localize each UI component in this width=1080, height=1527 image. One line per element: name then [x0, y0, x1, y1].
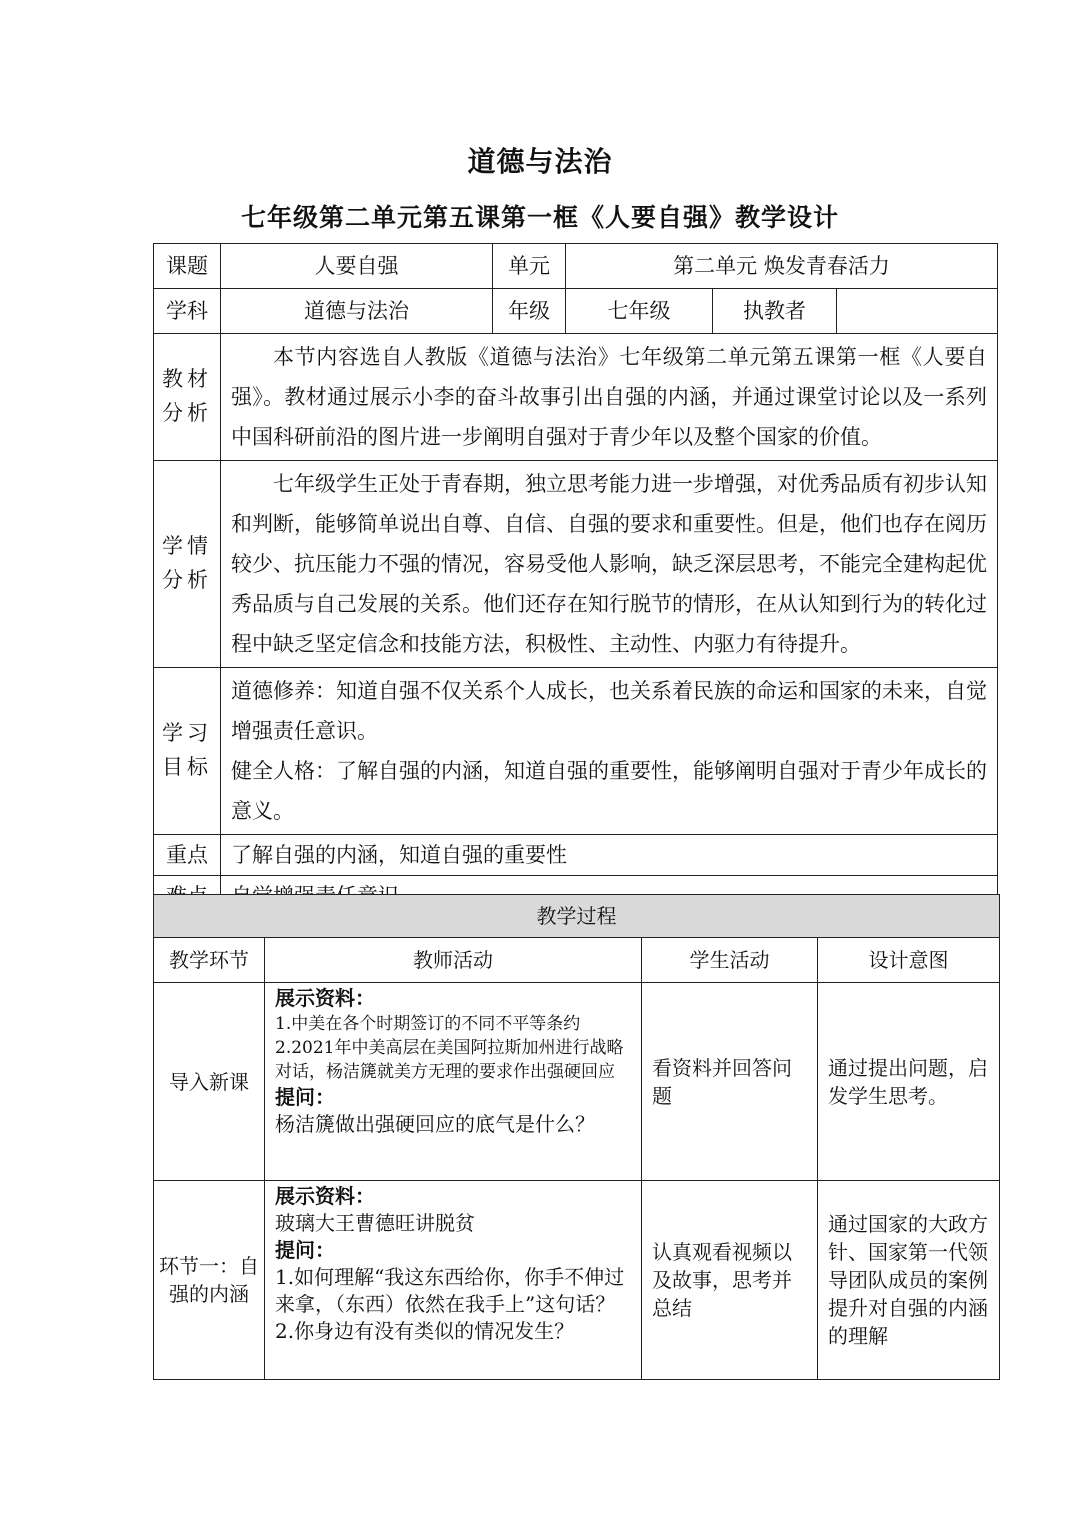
material-item: 2.2021年中美高层在美国阿拉斯加州进行战略对话，杨洁篪就美方无理的要求作出强硬回应 — [275, 1038, 624, 1082]
document-title: 道德与法治 — [467, 145, 613, 178]
teacher-activity-cell — [265, 1181, 642, 1380]
question-label: 提问： — [275, 1238, 335, 1262]
learning-goals-label: 学习目标 — [162, 720, 212, 779]
stage-cell: 环节一：自强的内涵 — [154, 1181, 265, 1380]
unit-value: 第二单元 焕发青春活力 — [566, 244, 998, 289]
student-activity-cell: 看资料并回答问题 — [642, 983, 818, 1181]
student-analysis-text: 七年级学生正处于青春期，独立思考能力进一步增强，对优秀品质有初步认知和判断，能够简单说出自尊、自信、自强的要求和重要性。但是，他们也存在阅历较少、抗压能力不强的情况，容易受他人影响，缺乏深层思考，不能完全建构起优秀品质与自己发展的关系。他们还存在知行脱节的情形，在从认知到行为的转化过程中缺乏坚定信念和技能方法，积极性、主动性、内驱力有待提升。 — [231, 472, 987, 656]
col-student-header: 学生活动 — [642, 938, 818, 983]
col-intent-header: 设计意图 — [818, 938, 1000, 983]
stage-cell: 导入新课 — [154, 983, 265, 1181]
document-subtitle: 七年级第二单元第五课第一框《人要自强》教学设计 — [240, 203, 839, 232]
question-label: 提问： — [275, 1085, 335, 1109]
question-item: 2.你身边有没有类似的情况发生？ — [275, 1319, 575, 1343]
teacher-label: 执教者 — [713, 289, 837, 334]
goal-personality: 健全人格：了解自强的内涵，知道自强的重要性，能够阐明自强对于青少年成长的意义。 — [231, 759, 987, 823]
question-item: 杨洁篪做出强硬回应的底气是什么？ — [275, 1112, 595, 1136]
teacher-value — [837, 289, 998, 334]
question-item: 1.如何理解“我这东西给你，你手不伸过来拿，（东西）依然在我手上”这句话？ — [275, 1265, 625, 1316]
col-stage-header: 教学环节 — [154, 938, 265, 983]
goal-moral: 道德修养：知道自强不仅关系个人成长，也关系着民族的命运和国家的未来，自觉增强责任意识。 — [231, 679, 987, 743]
lesson-info-table — [153, 243, 998, 917]
textbook-analysis-label: 教材分析 — [162, 366, 212, 425]
material-item: 玻璃大王曹德旺讲脱贫 — [275, 1211, 475, 1235]
show-materials-label: 展示资料： — [275, 1184, 375, 1208]
student-analysis-label: 学情分析 — [162, 533, 212, 592]
teacher-activity-cell — [265, 983, 642, 1181]
topic-value: 人要自强 — [221, 244, 493, 289]
col-teacher-header: 教师活动 — [265, 938, 642, 983]
key-point-text: 了解自强的内涵，知道自强的重要性 — [221, 835, 998, 876]
table-row — [154, 1181, 1000, 1380]
unit-label: 单元 — [493, 244, 566, 289]
subject-label: 学科 — [154, 289, 221, 334]
design-intent-cell: 通过提出问题，启发学生思考。 — [818, 983, 1000, 1181]
textbook-analysis-text: 本节内容选自人教版《道德与法治》七年级第二单元第五课第一框《人要自强》。教材通过展示小李的奋斗故事引出自强的内涵，并通过课堂讨论以及一系列中国科研前沿的图片进一步阐明自强对于青少年以及整个国家的价值。 — [231, 345, 987, 449]
process-header: 教学过程 — [154, 895, 1000, 938]
subject-value: 道德与法治 — [221, 289, 493, 334]
topic-label: 课题 — [154, 244, 221, 289]
table-row — [154, 983, 1000, 1181]
design-intent-cell: 通过国家的大政方针、国家第一代领导团队成员的案例提升对自强的内涵的理解 — [818, 1181, 1000, 1380]
key-point-label: 重点 — [154, 835, 221, 876]
grade-value: 七年级 — [566, 289, 713, 334]
grade-label: 年级 — [493, 289, 566, 334]
show-materials-label: 展示资料： — [275, 986, 375, 1010]
teaching-process-table — [153, 894, 1000, 1380]
material-item: 1.中美在各个时期签订的不同不平等条约 — [275, 1014, 581, 1034]
student-activity-cell: 认真观看视频以及故事，思考并总结 — [642, 1181, 818, 1380]
